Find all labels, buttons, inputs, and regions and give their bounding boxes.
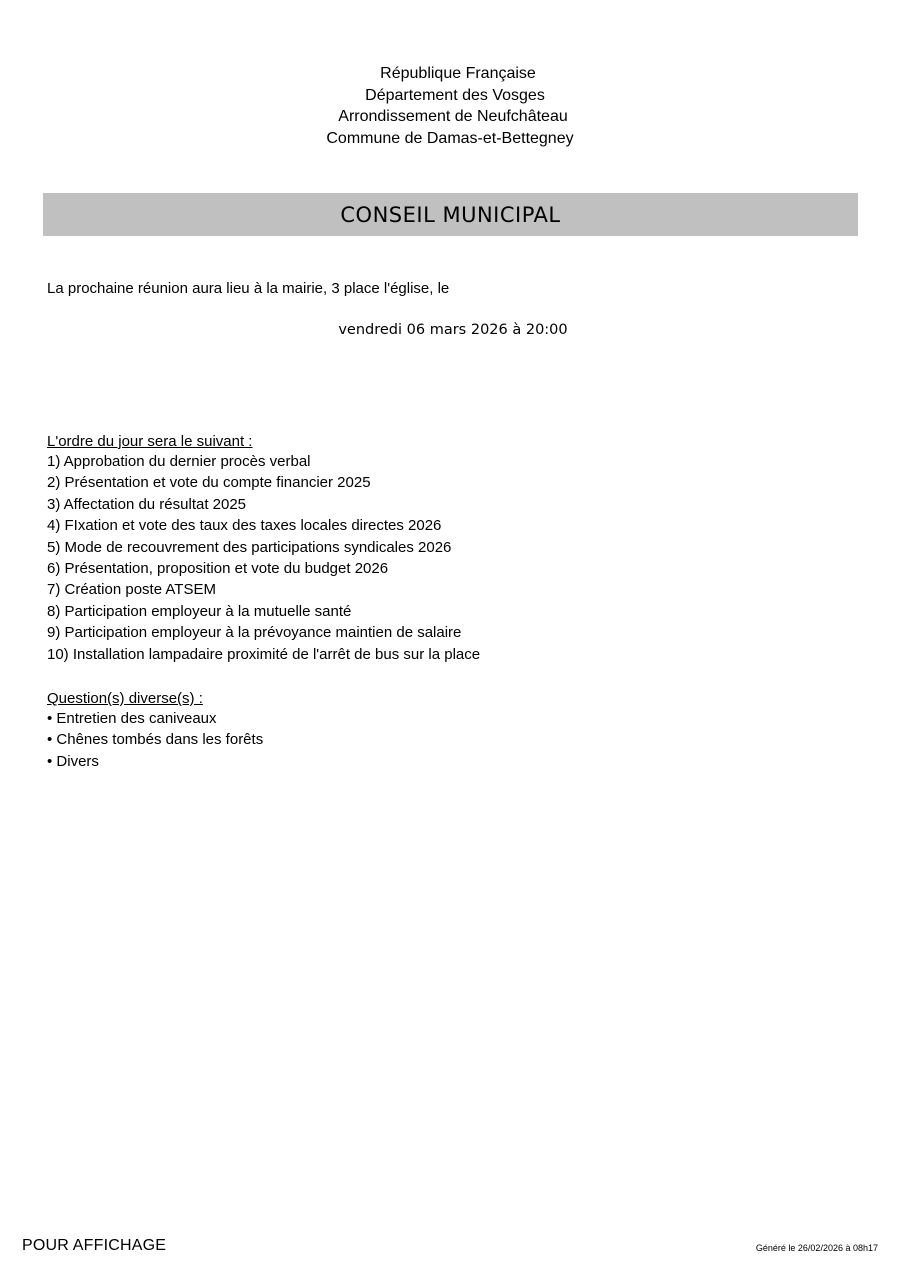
agenda-item: 6) Présentation, proposition et vote du budget 2026 [47,560,389,578]
agenda-list [47,451,480,665]
question-item: • Divers [47,752,99,770]
letterhead [0,63,900,149]
meeting-date: vendredi 06 mars 2026 à 20:00 [338,322,568,338]
letterhead-arrondissement: Arrondissement de Neufchâteau [338,108,568,125]
questions-list [47,708,263,772]
agenda-item: 3) Affectation du résultat 2025 [47,495,247,513]
agenda-item: 2) Présentation et vote du compte financier 2025 [47,474,371,492]
question-item: • Chênes tombés dans les forêts [47,731,264,749]
letterhead-department: Département des Vosges [365,86,545,104]
agenda-item: 8) Participation employeur à la mutuelle santé [47,602,352,620]
meeting-intro: La prochaine réunion aura lieu à la mairie, 3 place l'église, le [47,280,450,297]
posting-label: POUR AFFICHAGE [22,1237,167,1254]
agenda-item: 1) Approbation du dernier procès verbal [47,453,311,470]
agenda-item: 10) Installation lampadaire proximité de l'arrêt de bus sur la place [47,645,481,663]
letterhead-commune: Commune de Damas-et-Bettegney [326,129,574,147]
letterhead-republic: République Française [380,65,536,82]
title-banner [43,193,858,236]
agenda-item: 7) Création poste ATSEM [47,581,216,599]
questions-heading: Question(s) diverse(s) : [47,690,203,707]
generated-timestamp: Généré le 26/02/2026 à 08h17 [755,1243,878,1253]
questions-section [47,689,263,772]
question-item: • Entretien des caniveaux [47,710,217,727]
agenda-heading: L'ordre du jour sera le suivant : [47,433,253,450]
agenda-item: 5) Mode de recouvrement des participations syndicales 2026 [47,538,452,556]
agenda-section [47,432,480,665]
agenda-item: 4) FIxation et vote des taux des taxes locales directes 2026 [47,517,442,535]
page-title: CONSEIL MUNICIPAL [340,202,561,227]
agenda-item: 9) Participation employeur à la prévoyance maintien de salaire [47,624,462,642]
